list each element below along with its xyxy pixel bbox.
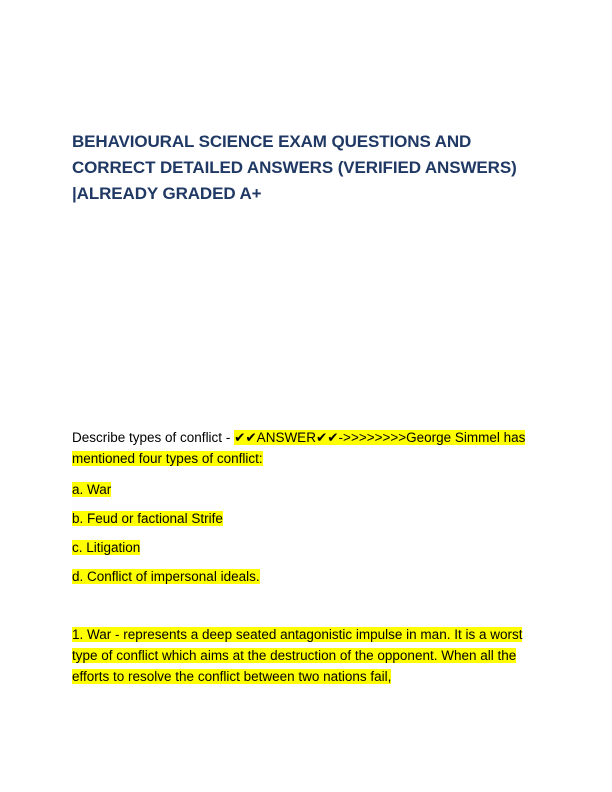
- option-d: d. Conflict of impersonal ideals.: [72, 569, 260, 584]
- question-block: [72, 427, 532, 469]
- list-item: [72, 537, 532, 558]
- option-c: c. Litigation: [72, 540, 141, 555]
- explanation-paragraph: [72, 624, 534, 687]
- option-a: a. War: [72, 482, 112, 497]
- list-item: [72, 566, 532, 587]
- document-title: BEHAVIOURAL SCIENCE EXAM QUESTIONS AND CORRECT DETAILED ANSWERS (VERIFIED ANSWERS) |ALREADY GRADED A+: [72, 132, 517, 203]
- option-b: b. Feud or factional Strife: [72, 511, 223, 526]
- list-item: [72, 508, 532, 529]
- answer-intro: ✔✔ANSWER✔✔->>>>>>>>George Simmel has mentioned four types of conflict:: [72, 430, 526, 466]
- list-item: [72, 479, 532, 500]
- question-prompt: Describe types of conflict -: [72, 430, 235, 445]
- explanation-text: 1. War - represents a deep seated antagonistic impulse in man. It is a worst type of conflict which aims at the destruction of the opponent. When all the efforts to resolve the conflict between two nations fail,: [72, 627, 523, 684]
